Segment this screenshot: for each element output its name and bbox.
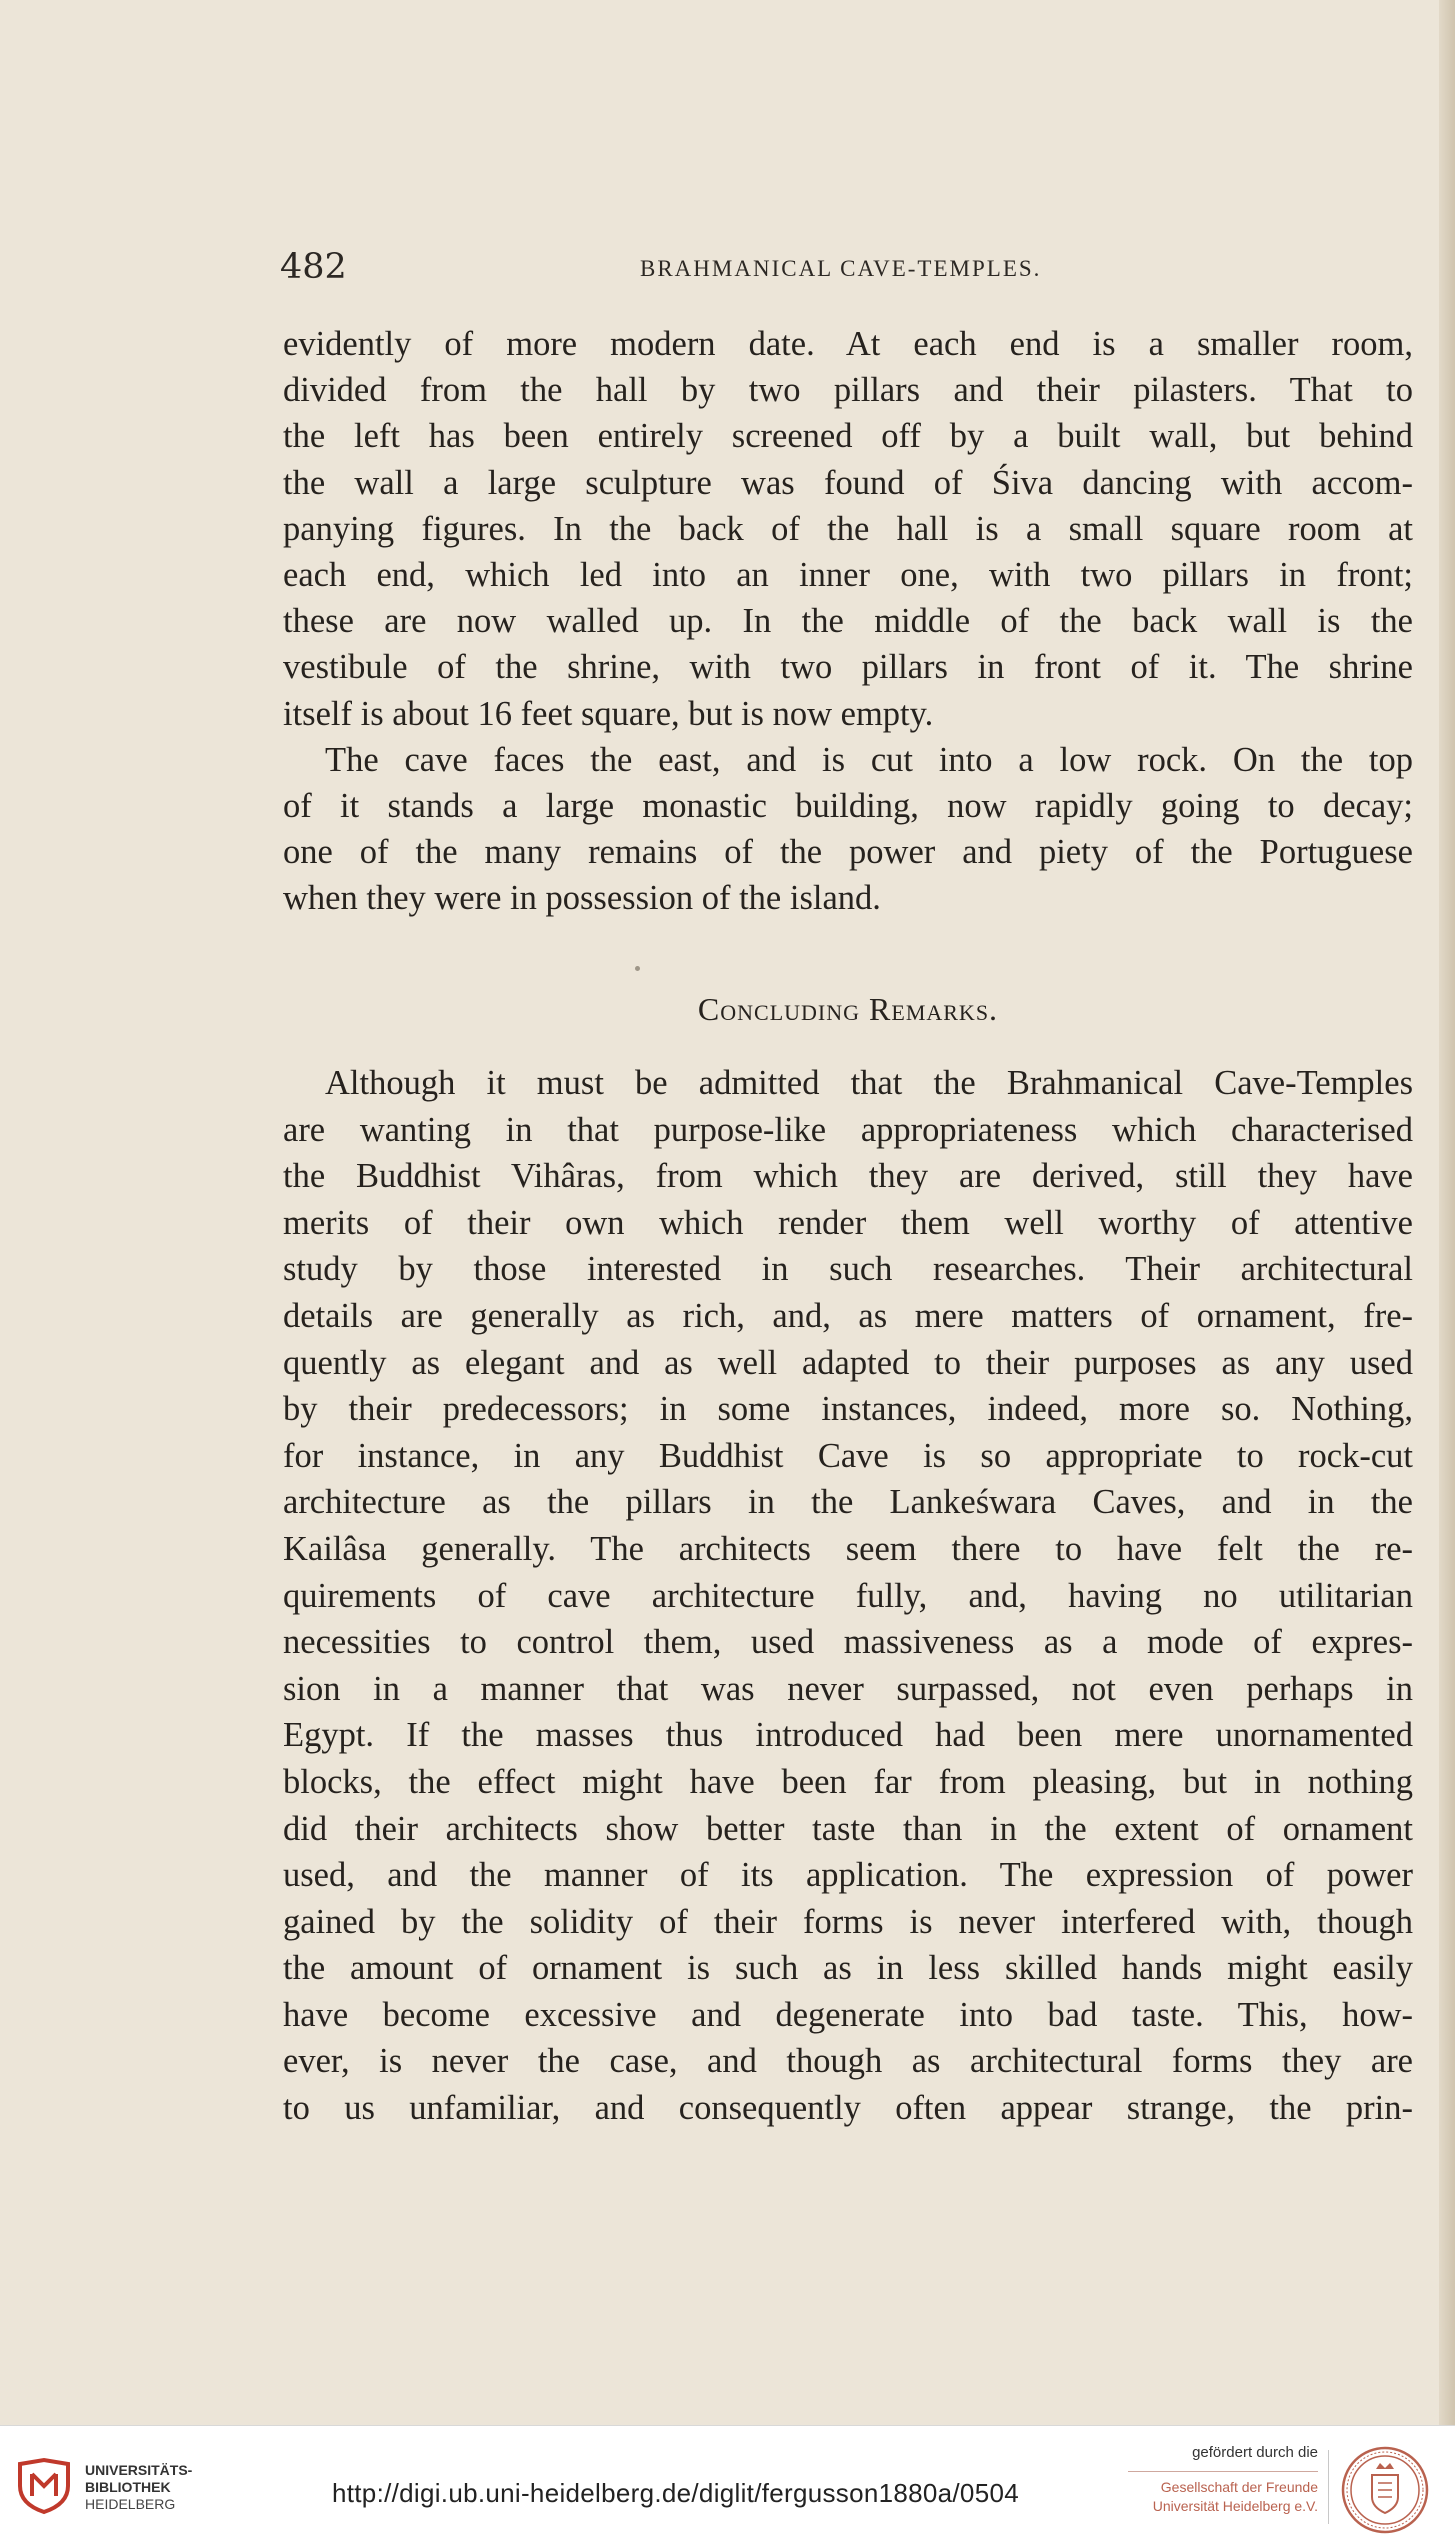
library-name-line: UNIVERSITÄTS-: [85, 2462, 193, 2478]
library-name: [85, 2462, 192, 2513]
page-edge-shadow: [1439, 0, 1455, 2425]
text-line: quirements of cave architecture fully, and, having no utilitarian: [283, 1576, 1413, 1615]
library-name-line: HEIDELBERG: [85, 2496, 176, 2512]
sponsor-block: [1128, 2444, 1318, 2516]
text-line: when they were in possession of the island.: [283, 879, 881, 918]
university-seal-icon: [1340, 2445, 1430, 2535]
permalink-url[interactable]: http://digi.ub.uni-heidelberg.de/diglit/fergusson1880a/0504: [332, 2478, 1019, 2508]
text-line: divided from the hall by two pillars and their pilasters. That to: [283, 371, 1413, 410]
university-library-logo-icon: [14, 2456, 74, 2516]
text-line: the Buddhist Vihâras, from which they are derived, still they have: [283, 1157, 1413, 1196]
text-line: did their architects show better taste than in the extent of ornament: [283, 1809, 1413, 1848]
sponsor-name-line: Universität Heidelberg e.V.: [1152, 2498, 1318, 2514]
body-text-concluding: [283, 1060, 1413, 2132]
text-line: details are generally as rich, and, as mere matters of ornament, fre-: [283, 1296, 1413, 1335]
text-line: panying figures. In the back of the hall is a small square room at: [283, 509, 1413, 548]
library-name-line: BIBLIOTHEK: [85, 2479, 171, 2495]
running-title: BRAHMANICAL CAVE-TEMPLES.: [640, 256, 1042, 281]
text-line: gained by the solidity of their forms is never interfered with, though: [283, 1902, 1413, 1941]
text-line: evidently of more modern date. At each end is a smaller room,: [283, 325, 1413, 363]
footer-bar: [0, 2425, 1455, 2534]
text-line: study by those interested in such researches. Their architectural: [283, 1250, 1413, 1289]
text-line: The cave faces the east, and is cut into a low rock. On the top: [325, 740, 1413, 779]
sponsor-label: gefördert durch die: [1192, 2444, 1318, 2461]
text-line: architecture as the pillars in the Lankeśwara Caves, and in the: [283, 1483, 1413, 1522]
text-line: the left has been entirely screened off by a built wall, but behind: [283, 417, 1413, 456]
text-line: necessities to control them, used massiveness as a mode of expres-: [283, 1623, 1413, 1662]
text-line: merits of their own which render them well worthy of attentive: [283, 1203, 1413, 1242]
footer-divider: [1328, 2450, 1329, 2524]
text-line: the amount of ornament is such as in less skilled hands might easily: [283, 1949, 1413, 1988]
text-line: blocks, the effect might have been far from pleasing, but in nothing: [283, 1762, 1413, 1801]
text-line: used, and the manner of its application. The expression of power: [283, 1856, 1413, 1895]
text-line: sion in a manner that was never surpassed, not even perhaps in: [283, 1669, 1413, 1708]
text-line: are wanting in that purpose-like appropriateness which characterised: [283, 1110, 1413, 1149]
sponsor-name-line: Gesellschaft der Freunde: [1160, 2479, 1318, 2495]
text-line: by their predecessors; in some instances, indeed, more so. Nothing,: [283, 1390, 1413, 1429]
text-line: the wall a large sculpture was found of Śiva dancing with accom-: [283, 463, 1413, 502]
text-line: vestibule of the shrine, with two pillars in front of it. The shrine: [283, 648, 1413, 687]
text-line: itself is about 16 feet square, but is now empty.: [283, 694, 934, 733]
text-line: Although it must be admitted that the Brahmanical Cave-Temples: [325, 1064, 1413, 1102]
body-text-top: [283, 321, 1413, 922]
text-line: to us unfamiliar, and consequently often appear strange, the prin-: [283, 2089, 1413, 2128]
text-line: have become excessive and degenerate into bad taste. This, how-: [283, 1995, 1413, 2034]
paper-speck: [635, 966, 640, 971]
section-heading: Concluding Remarks.: [697, 991, 999, 1027]
text-line: one of the many remains of the power and piety of the Portuguese: [283, 833, 1413, 872]
page-number: 482: [280, 247, 347, 287]
text-line: for instance, in any Buddhist Cave is so appropriate to rock-cut: [283, 1436, 1413, 1475]
running-head: [280, 247, 1080, 297]
sponsor-rule: [1128, 2471, 1318, 2472]
text-line: these are now walled up. In the middle of the back wall is the: [283, 602, 1413, 641]
text-line: Egypt. If the masses thus introduced had been mere unornamented: [283, 1716, 1413, 1755]
text-line: each end, which led into an inner one, with two pillars in front;: [283, 556, 1413, 595]
text-line: of it stands a large monastic building, now rapidly going to decay;: [283, 787, 1413, 826]
text-line: ever, is never the case, and though as architectural forms they are: [283, 2042, 1413, 2081]
text-line: Kailâsa generally. The architects seem there to have felt the re-: [283, 1529, 1413, 1568]
text-line: quently as elegant and as well adapted to their purposes as any used: [283, 1343, 1413, 1382]
